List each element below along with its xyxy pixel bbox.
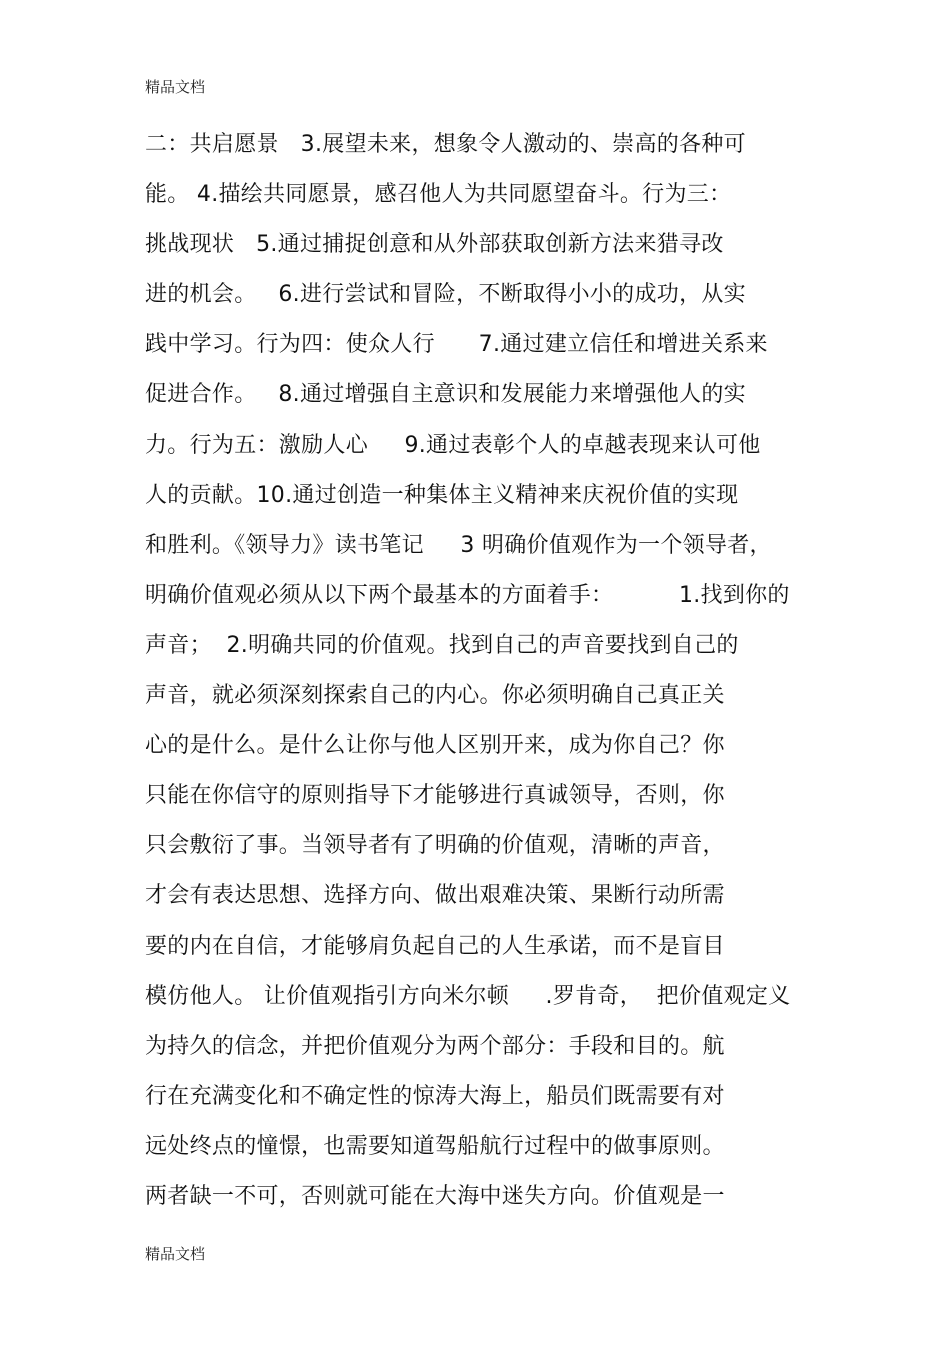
text-line: 模仿他人。 让价值观指引方向米尔顿 .罗肯奇， 把价值观定义	[145, 983, 791, 1009]
text-line: 明确价值观必须从以下两个最基本的方面着手： 1.找到你的	[145, 582, 790, 608]
text-line: 两者缺一不可，否则就可能在大海中迷失方向。价值观是一	[145, 1183, 725, 1209]
text-line: 和胜利。《领导力》读书笔记 3 明确价值观作为一个领导者，	[145, 532, 772, 558]
text-line: 只能在你信守的原则指导下才能够进行真诚领导，否则，你	[145, 783, 725, 809]
page-header-label: 精品文档	[145, 78, 206, 96]
text-line: 只会敷衍了事。当领导者有了明确的价值观，清晰的声音，	[145, 833, 725, 859]
text-line: 人的贡献。10.通过创造一种集体主义精神来庆祝价值的实现	[145, 482, 739, 508]
text-line: 行在充满变化和不确定性的惊涛大海上，船员们既需要有对	[145, 1083, 725, 1109]
text-line: 为持久的信念，并把价值观分为两个部分：手段和目的。航	[145, 1033, 725, 1059]
text-line: 践中学习。行为四：使众人行 7.通过建立信任和增进关系来	[145, 332, 768, 358]
page-footer-label: 精品文档	[145, 1245, 206, 1263]
text-line: 远处终点的憧憬，也需要知道驾船航行过程中的做事原则。	[145, 1133, 725, 1159]
text-line: 进的机会。 6.进行尝试和冒险，不断取得小小的成功，从实	[145, 282, 746, 308]
text-line: 挑战现状 5.通过捕捉创意和从外部获取创新方法来猎寻改	[145, 232, 724, 258]
text-line: 才会有表达思想、选择方向、做出艰难决策、果断行动所需	[145, 883, 725, 909]
text-line: 要的内在自信，才能够肩负起自己的人生承诺，而不是盲目	[145, 933, 725, 959]
text-line: 二：共启愿景 3.展望未来，想象令人激动的、崇高的各种可	[145, 132, 746, 157]
text-line: 心的是什么。是什么让你与他人区别开来，成为你自己？你	[145, 733, 725, 759]
text-line: 声音； 2.明确共同的价值观。找到自己的声音要找到自己的	[145, 632, 739, 658]
text-line: 力。行为五：激励人心 9.通过表彰个人的卓越表现来认可他	[145, 432, 761, 458]
text-line: 能。 4.描绘共同愿景，感召他人为共同愿望奋斗。行为三：	[145, 182, 732, 208]
text-line: 促进合作。 8.通过增强自主意识和发展能力来增强他人的实	[145, 382, 746, 408]
body-text	[145, 122, 845, 1224]
text-line: 声音，就必须深刻探索自己的内心。你必须明确自己真正关	[145, 683, 725, 709]
